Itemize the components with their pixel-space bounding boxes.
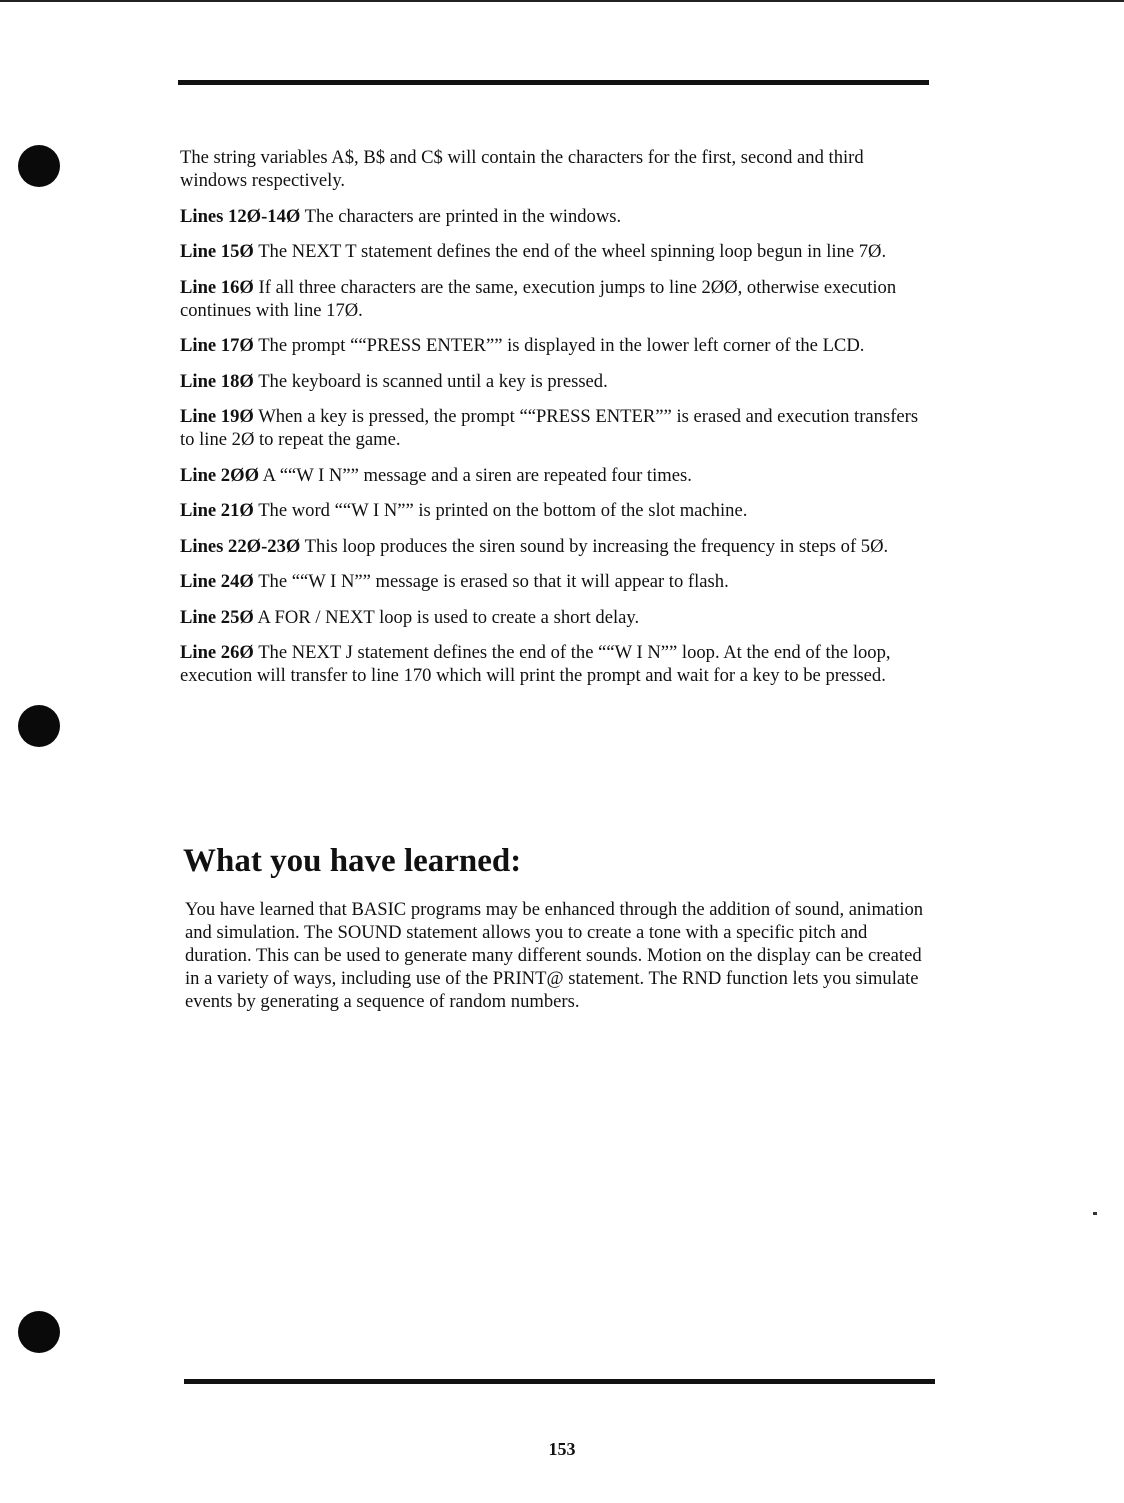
line-explanation bbox=[180, 606, 932, 629]
line-text: The ““W I N”” message is erased so that it will appear to flash. bbox=[258, 571, 729, 592]
line-text: The NEXT J statement defines the end of the ““W I N”” loop. At the end of the loop, execution will transfer to line 170 which will print the prompt and wait for a key to be pressed. bbox=[180, 642, 891, 686]
line-explanation bbox=[180, 464, 932, 487]
line-explanation bbox=[180, 276, 932, 322]
line-text: If all three characters are the same, execution jumps to line 2ØØ, otherwise execution continues with line 17Ø. bbox=[180, 276, 897, 321]
line-text: A ““W I N”” message and a siren are repeated four times. bbox=[262, 464, 692, 486]
line-explanation bbox=[180, 240, 932, 263]
line-label: Line 2ØØ bbox=[180, 464, 260, 486]
line-label: Line 25Ø bbox=[180, 606, 254, 628]
header-rule bbox=[178, 80, 929, 85]
line-text: The word ““W I N”” is printed on the bottom of the slot machine. bbox=[258, 500, 748, 521]
line-text: When a key is pressed, the prompt ““PRESS ENTER”” is erased and execution transfers to line 2Ø to repeat the game. bbox=[180, 406, 919, 450]
line-label: Line 15Ø bbox=[180, 241, 254, 262]
binder-hole-bottom bbox=[18, 1311, 60, 1353]
binder-hole-top bbox=[18, 145, 60, 187]
line-label: Line 16Ø bbox=[180, 276, 254, 298]
line-explanation bbox=[180, 641, 932, 687]
line-explanation bbox=[180, 334, 932, 357]
line-label: Line 24Ø bbox=[180, 571, 254, 592]
line-explanation bbox=[180, 205, 932, 228]
line-explanation bbox=[180, 570, 932, 593]
section-heading: What you have learned: bbox=[183, 843, 522, 879]
line-explanation bbox=[180, 370, 932, 393]
line-label: Line 18Ø bbox=[180, 370, 254, 392]
line-text: The NEXT T statement defines the end of the wheel spinning loop begun in line 7Ø. bbox=[258, 241, 887, 262]
line-text: A FOR / NEXT loop is used to create a short delay. bbox=[257, 606, 640, 628]
binder-hole-middle bbox=[18, 705, 60, 747]
program-explanation bbox=[180, 146, 932, 700]
line-explanation bbox=[180, 405, 932, 451]
page-number: 153 bbox=[548, 1439, 576, 1459]
line-label: Line 21Ø bbox=[180, 500, 254, 521]
line-explanation bbox=[180, 499, 932, 522]
scan-speck bbox=[1093, 1212, 1097, 1215]
line-label: Line 26Ø bbox=[180, 642, 254, 663]
line-label: Lines 12Ø-14Ø bbox=[180, 205, 301, 227]
line-text: The prompt ““PRESS ENTER”” is displayed in the lower left corner of the LCD. bbox=[258, 335, 865, 356]
line-text: The characters are printed in the windows. bbox=[304, 205, 622, 227]
line-label: Lines 22Ø-23Ø bbox=[180, 535, 301, 557]
intro-paragraph: The string variables A$, B$ and C$ will contain the characters for the first, second and third windows respectively. bbox=[180, 147, 864, 191]
line-label: Line 17Ø bbox=[180, 335, 254, 356]
summary-paragraph: You have learned that BASIC programs may be enhanced through the addition of sound, animation and simulation. The SOUND statement allows you to create a tone with a specific pitch and duration. This can be used to generate many different sounds. Motion on the display can be created in a variety of ways, including use of the PRINT@ statement. The RND function lets you simulate events by generating a sequence of random numbers. bbox=[185, 899, 924, 1012]
line-text: This loop produces the siren sound by increasing the frequency in steps of 5Ø. bbox=[304, 535, 889, 557]
footer-rule bbox=[184, 1379, 935, 1384]
line-explanation bbox=[180, 535, 932, 558]
line-text: The keyboard is scanned until a key is pressed. bbox=[258, 370, 608, 392]
scan-top-edge bbox=[0, 0, 1124, 2]
line-label: Line 19Ø bbox=[180, 406, 254, 427]
